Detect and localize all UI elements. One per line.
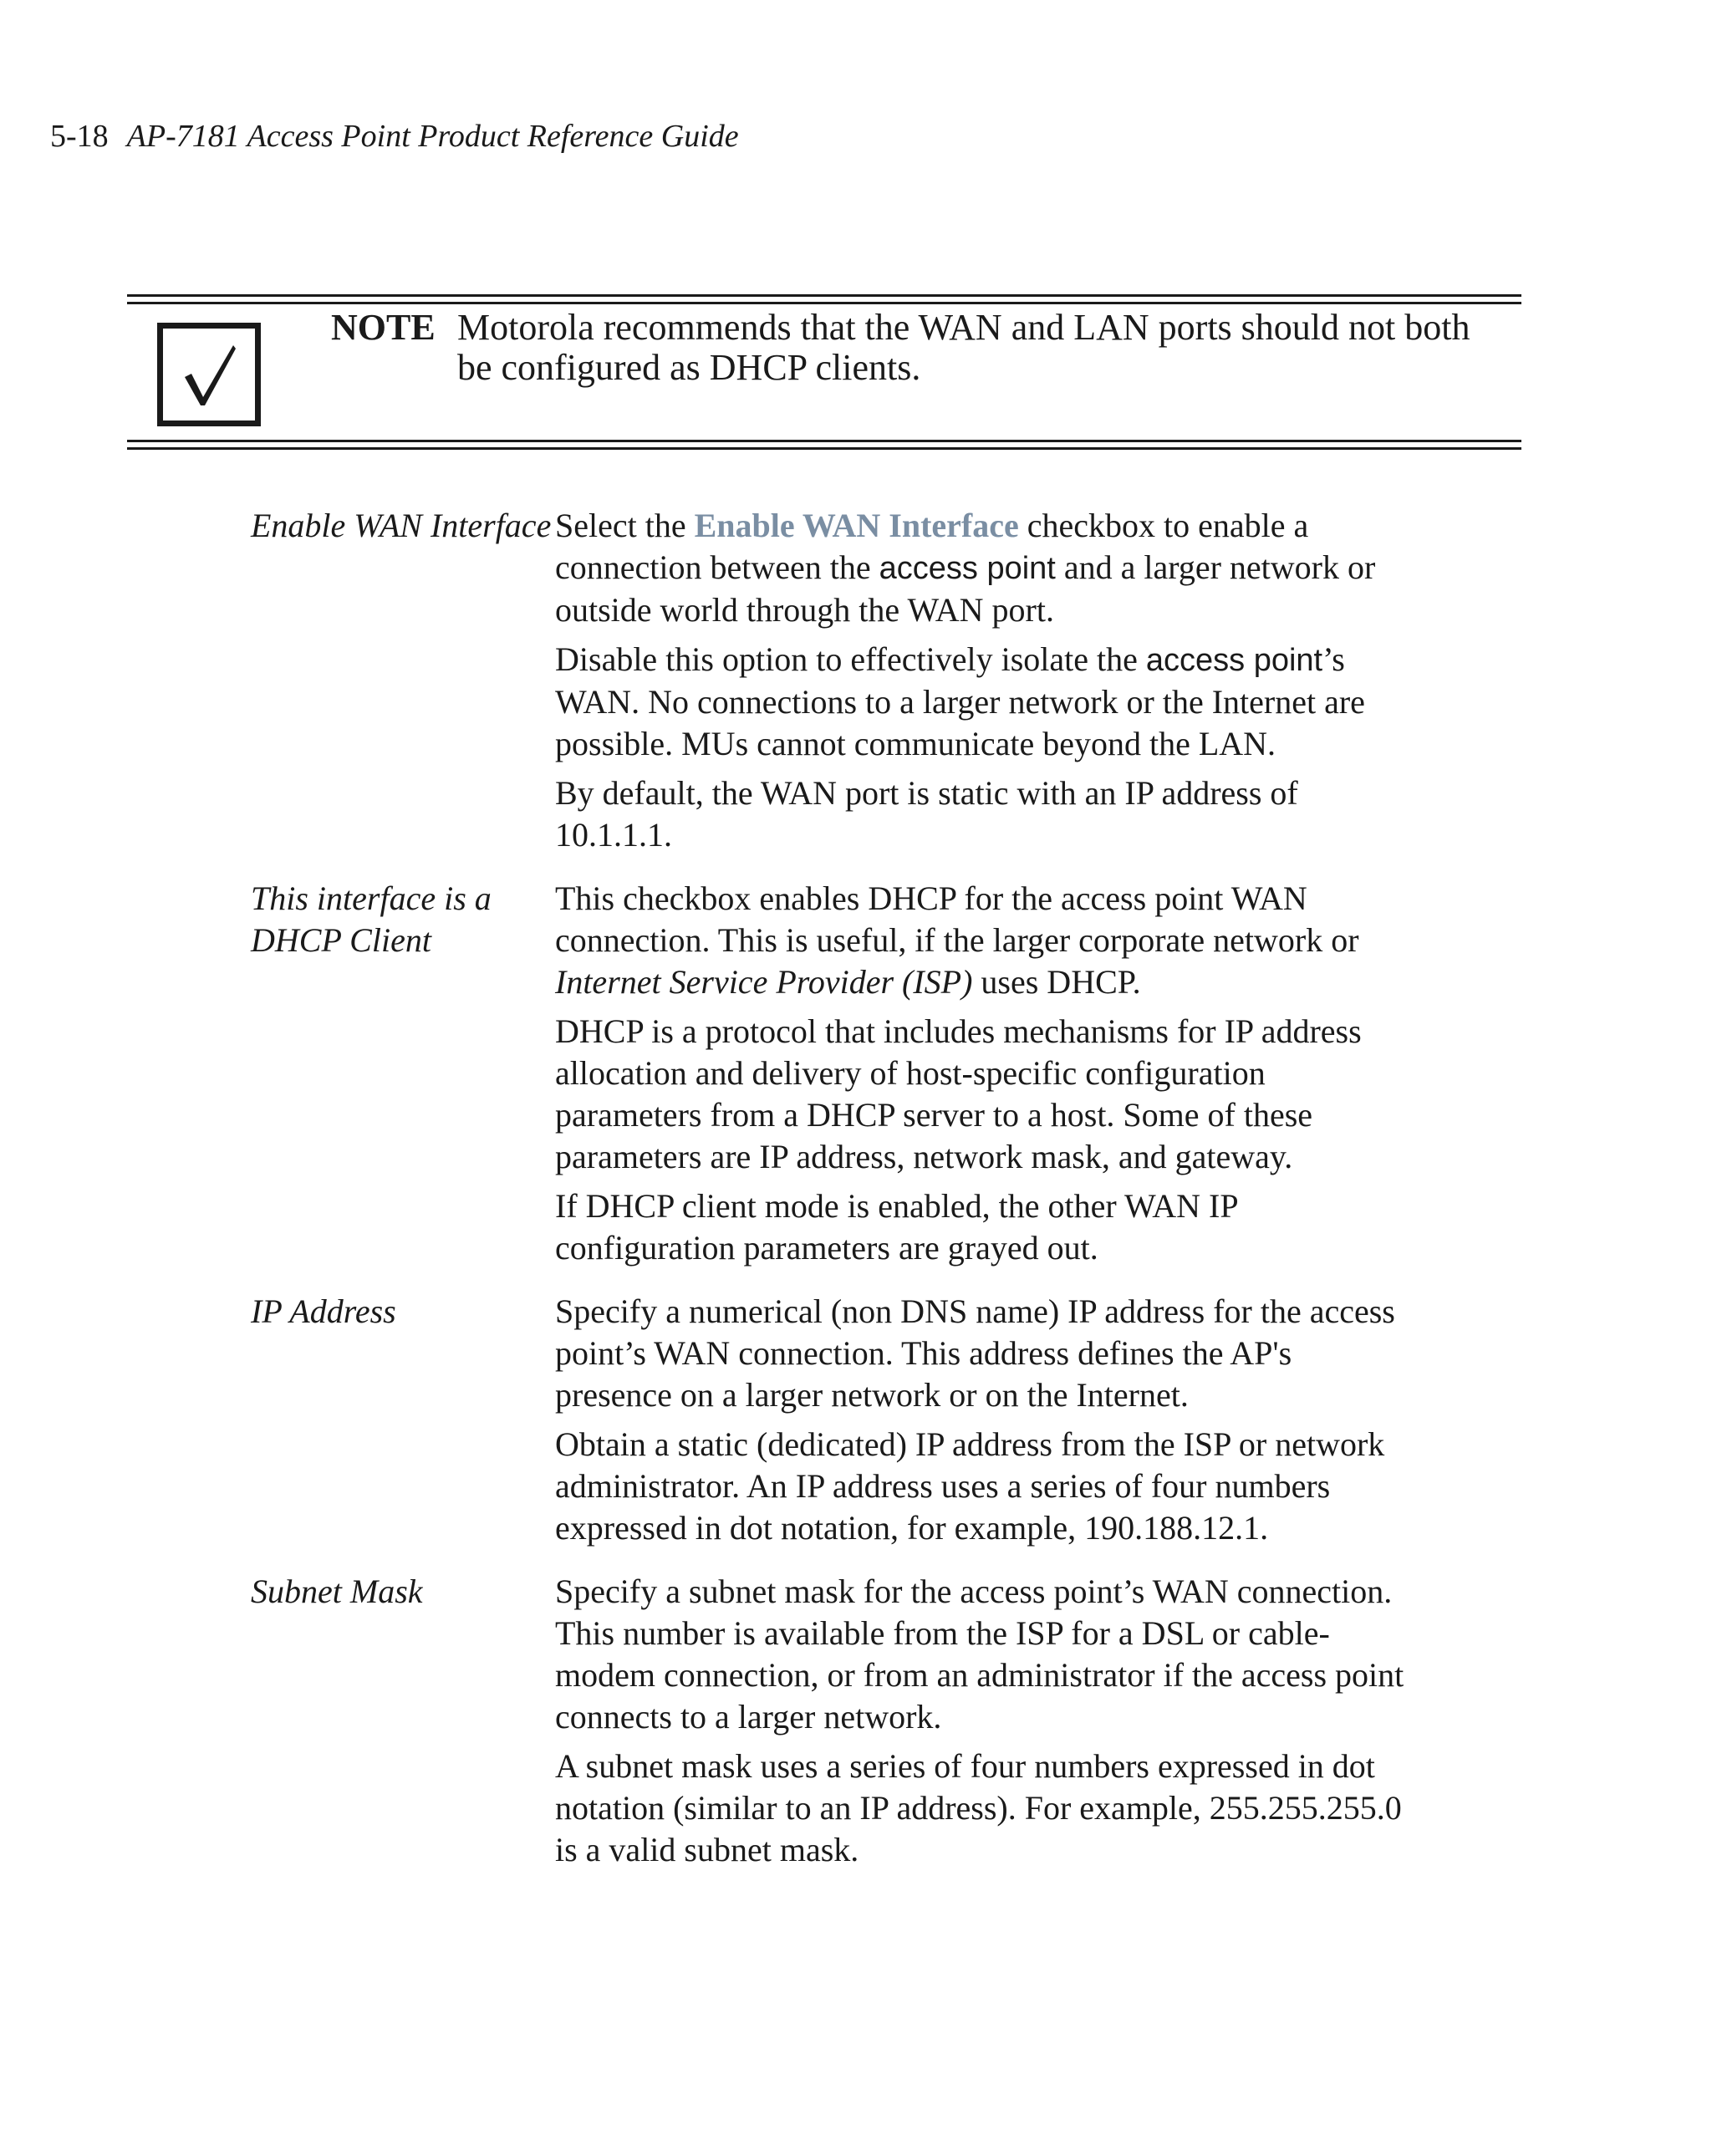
note-top-rule — [127, 294, 1521, 304]
text-run: and a larger network or outside world through the WAN port. — [555, 548, 1376, 629]
guide-title: AP-7181 Access Point Product Reference Guide — [126, 119, 739, 154]
definition-term: This interface is a DHCP Client — [251, 879, 492, 959]
ui-reference: Enable WAN Interface — [694, 507, 1019, 544]
paragraph: DHCP is a protocol that includes mechanisms for IP address allocation and delivery of host-specific configuration parameters from a DHCP server to a host. Some of these parameters are IP address, network mask, and gateway. — [555, 1012, 1362, 1175]
paragraph: By default, the WAN port is static with an IP address of 10.1.1.1. — [555, 774, 1298, 854]
paragraph — [555, 639, 1404, 765]
page-header — [50, 117, 739, 155]
definition-term: Subnet Mask — [251, 1572, 423, 1610]
definition-ip-address — [251, 1291, 1404, 1549]
definition-term: Enable WAN Interface — [251, 507, 552, 544]
note-text: Motorola recommends that the WAN and LAN ports should not both be configured as DHCP clients. — [457, 307, 1470, 388]
text-run: checkbox to enable a connection between the — [555, 507, 1309, 586]
text-run: Disable this option to effectively isolate the — [555, 640, 1146, 678]
paragraph — [555, 878, 1404, 1003]
paragraph: A subnet mask uses a series of four numbers expressed in dot notation (similar to an IP address). For example, 255.255.255.0 is a valid subnet mask. — [555, 1747, 1402, 1868]
definition-description — [555, 505, 1404, 856]
paragraph: Specify a subnet mask for the access point’s WAN connection. This number is available from the ISP for a DSL or cable-modem connection, or from an administrator if the access point connects to a larger network. — [555, 1572, 1404, 1736]
checkmark-icon — [157, 323, 261, 426]
italic-text: Internet Service Provider (ISP) — [555, 963, 973, 1001]
term-access-point: access point — [879, 551, 1056, 586]
definition-description — [555, 1291, 1404, 1549]
definition-dhcp-client — [251, 878, 1404, 1269]
note-label: NOTE — [331, 307, 436, 348]
text-run: ’s WAN. No connections to a larger network or the Internet are possible. MUs cannot communicate beyond the LAN. — [555, 640, 1365, 762]
definition-description — [555, 878, 1404, 1269]
definition-enable-wan-interface — [251, 505, 1404, 856]
text-run: Select the — [555, 507, 695, 544]
definition-description — [555, 1571, 1404, 1871]
definition-subnet-mask — [251, 1571, 1404, 1871]
text-run: This checkbox enables DHCP for the access point WAN connection. This is useful, if the larger corporate network or — [555, 879, 1359, 959]
term-access-point: access point — [1145, 643, 1323, 678]
note-bottom-rule — [127, 440, 1521, 450]
paragraph: Specify a numerical (non DNS name) IP address for the access point’s WAN connection. This address defines the AP's presence on a larger network or on the Internet. — [555, 1292, 1395, 1414]
paragraph: Obtain a static (dedicated) IP address from the ISP or network administrator. An IP address uses a series of four numbers expressed in dot notation, for example, 190.188.12.1. — [555, 1425, 1385, 1547]
paragraph — [555, 505, 1404, 631]
checkmark-glyph — [163, 329, 255, 420]
note-box — [127, 294, 1521, 450]
text-run: uses DHCP. — [972, 963, 1141, 1001]
paragraph: If DHCP client mode is enabled, the other WAN IP configuration parameters are grayed out. — [555, 1187, 1238, 1267]
definition-list — [251, 505, 1404, 1893]
definition-term: IP Address — [251, 1292, 396, 1330]
page-number: 5-18 — [50, 119, 109, 154]
